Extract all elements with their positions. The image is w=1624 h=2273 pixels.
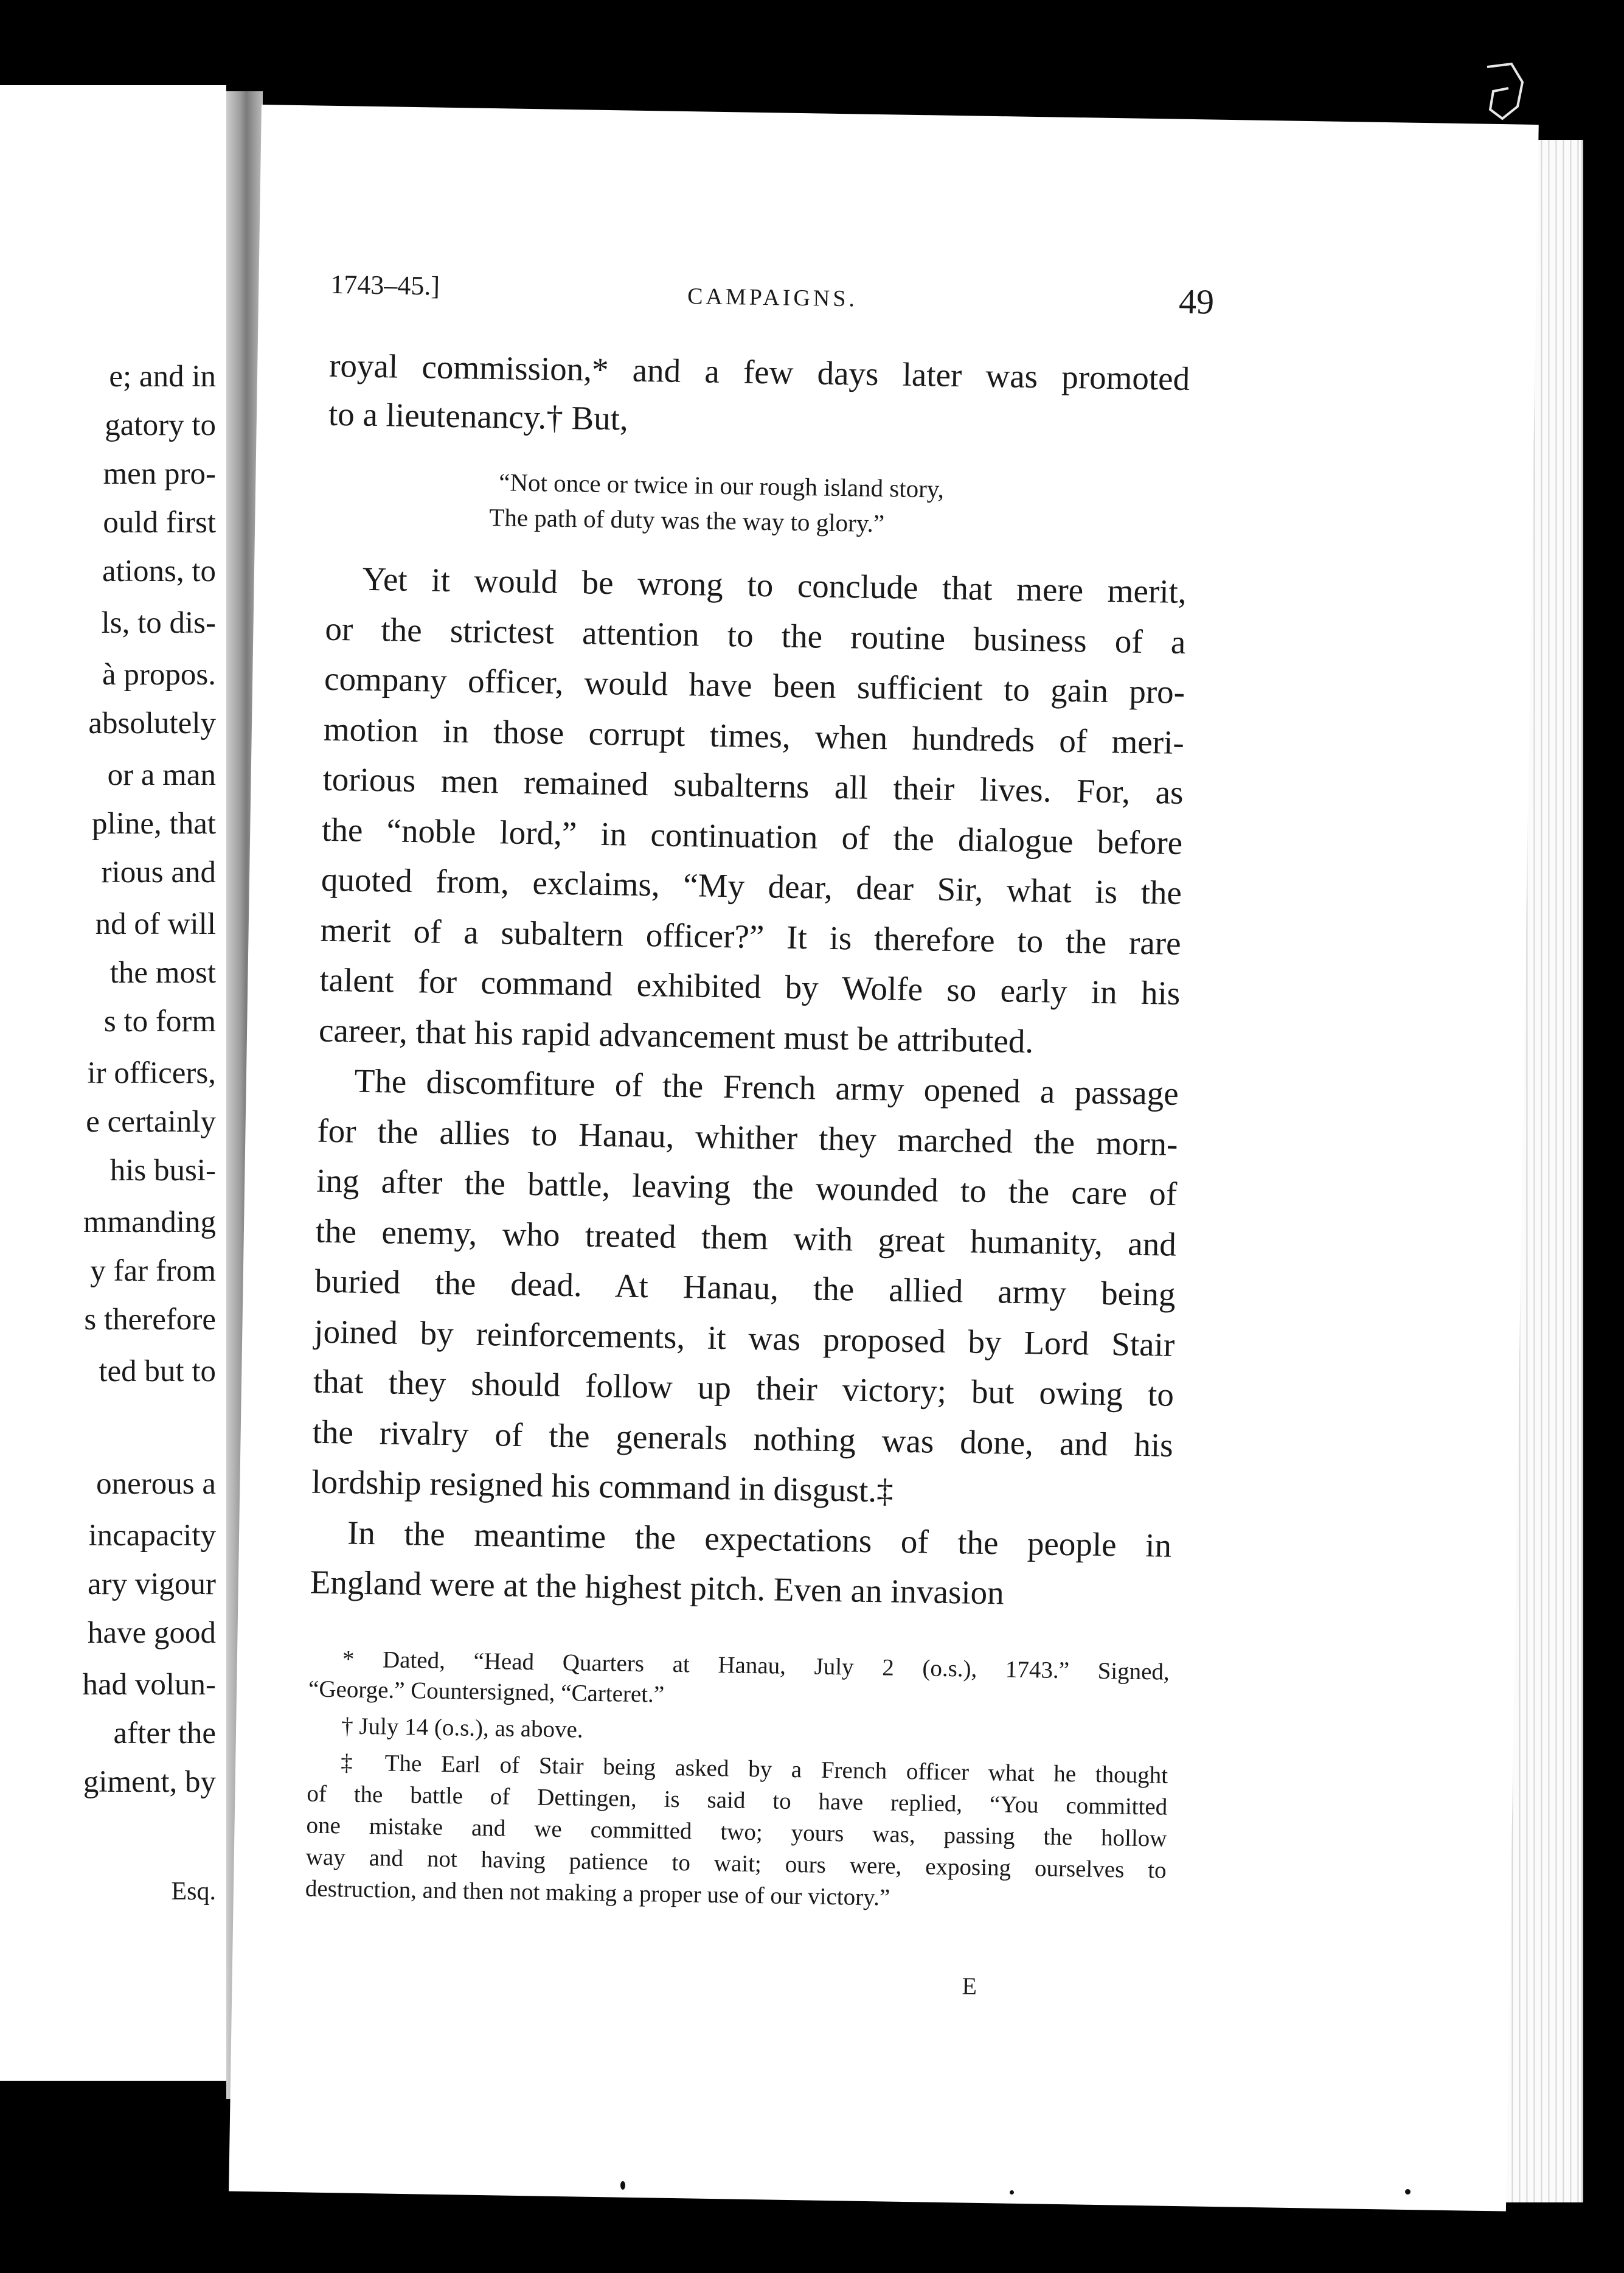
- footnote-line: † July 14 (o.s.), as above.: [341, 1713, 583, 1743]
- left-page-line: s to form: [103, 1004, 216, 1039]
- body-line: the rivalry of the generals nothing was done, and his: [312, 1413, 1174, 1464]
- left-page-line: the most: [109, 956, 216, 990]
- left-page-line: pline, that: [92, 807, 216, 841]
- left-page-line: after the: [113, 1716, 216, 1750]
- body-line: torious men remained subalterns all their lives. For, as: [322, 760, 1184, 811]
- body-line: In the meantime the expectations of the people in: [347, 1514, 1172, 1564]
- running-header-years: 1743–45.]: [330, 269, 440, 301]
- left-page-line: ls, to dis-: [101, 606, 216, 640]
- body-line: quoted from, exclaims, “My dear, dear Sir, what is the: [321, 860, 1182, 911]
- body-line: Yet it would be wrong to conclude that mere merit,: [362, 560, 1187, 610]
- right-page: [229, 105, 1539, 2212]
- left-page-line: Esq.: [171, 1878, 216, 1906]
- footnote-line: of the battle of Dettingen, is said to have replied, “You committed: [307, 1780, 1168, 1820]
- footnote-line: “George.” Countersigned, “Carteret.”: [308, 1676, 665, 1708]
- body-line: the enemy, who treated them with great humanity, and: [315, 1212, 1177, 1263]
- body-line: motion in those corrupt times, when hundreds of meri-: [323, 710, 1185, 761]
- left-page-line: his busi-: [109, 1154, 216, 1188]
- left-page-line: nd of will: [95, 907, 216, 941]
- left-page-line: y far from: [90, 1254, 216, 1288]
- left-page-line: gatory to: [105, 408, 216, 442]
- body-line: The discomfiture of the French army opened a passage: [354, 1062, 1179, 1112]
- verse-line: “Not once or twice in our rough island story,: [498, 468, 945, 503]
- left-page-line: incapacity: [88, 1519, 216, 1553]
- dust-speck: [1405, 2189, 1411, 2195]
- body-line: to a lieutenancy.† But,: [328, 395, 629, 437]
- left-page-line: giment, by: [83, 1765, 216, 1799]
- footnote-line: one mistake and we committed two; yours was, passing the hollow: [306, 1812, 1167, 1852]
- body-line: that they should follow up their victory; but owing to: [313, 1362, 1175, 1413]
- dust-speck: [620, 2181, 625, 2190]
- left-page-line: mmanding: [83, 1205, 216, 1239]
- left-page-line: à propos.: [102, 658, 216, 692]
- running-header-title: CAMPAIGNS.: [687, 284, 858, 312]
- left-page-line: s therefore: [84, 1303, 216, 1337]
- body-line: lordship resigned his command in disgust.‡: [311, 1463, 894, 1509]
- left-page-line: ary vigour: [87, 1567, 216, 1601]
- left-page-line: ould first: [103, 506, 216, 540]
- verse-line: The path of duty was the way to glory.”: [489, 503, 885, 538]
- left-page-line: ir officers,: [87, 1056, 216, 1090]
- left-page-line: e certainly: [86, 1105, 216, 1139]
- signature-mark: E: [962, 1972, 977, 2000]
- body-line: joined by reinforcements, it was proposed by Lord Stair: [313, 1312, 1175, 1363]
- body-line: buried the dead. At Hanau, the allied army being: [314, 1262, 1176, 1313]
- body-line: merit of a subaltern officer?” It is therefore to the rare: [320, 911, 1182, 962]
- body-line: for the allies to Hanau, whither they marched the morn-: [317, 1112, 1178, 1163]
- left-page-line: or a man: [107, 758, 216, 792]
- dust-speck: [1010, 2190, 1014, 2195]
- body-line: the “noble lord,” in continuation of the dialogue before: [321, 810, 1183, 862]
- left-page-line: onerous a: [96, 1467, 216, 1501]
- body-line: talent for command exhibited by Wolfe so early in his: [319, 961, 1181, 1012]
- paper-clip-mark: [1475, 58, 1530, 131]
- body-line: England were at the highest pitch. Even an invasion: [310, 1563, 1005, 1612]
- footnote-line: destruction, and then not making a proper use of our victory.”: [305, 1875, 890, 1911]
- left-page-line: had volun-: [82, 1668, 216, 1702]
- footnote-line: ‡ The Earl of Stair being asked by a French officer what he thought: [340, 1749, 1168, 1789]
- body-line: ing after the battle, leaving the wounded to the care of: [316, 1161, 1178, 1213]
- page-number: 49: [1178, 281, 1215, 322]
- left-page-line: have good: [87, 1616, 216, 1650]
- body-line: or the strictest attention to the routine business of a: [325, 610, 1186, 661]
- body-line: royal commission,* and a few days later was promoted: [328, 346, 1190, 398]
- left-page-line: ations, to: [102, 554, 216, 588]
- footnote-line: * Dated, “Head Quarters at Hanau, July 2 (o.s.), 1743.” Signed,: [342, 1646, 1170, 1685]
- footnote-line: way and not having patience to wait; ours were, exposing ourselves to: [305, 1843, 1167, 1884]
- left-page-line: e; and in: [109, 360, 216, 394]
- left-page-line: men pro-: [103, 457, 216, 491]
- body-line: company officer, would have been sufficient to gain pro-: [324, 660, 1185, 711]
- left-page-line: rious and: [101, 855, 216, 889]
- left-page-line: ted but to: [99, 1354, 216, 1388]
- body-line: career, that his rapid advancement must be attributed.: [318, 1011, 1034, 1060]
- left-page-line: absolutely: [88, 706, 216, 740]
